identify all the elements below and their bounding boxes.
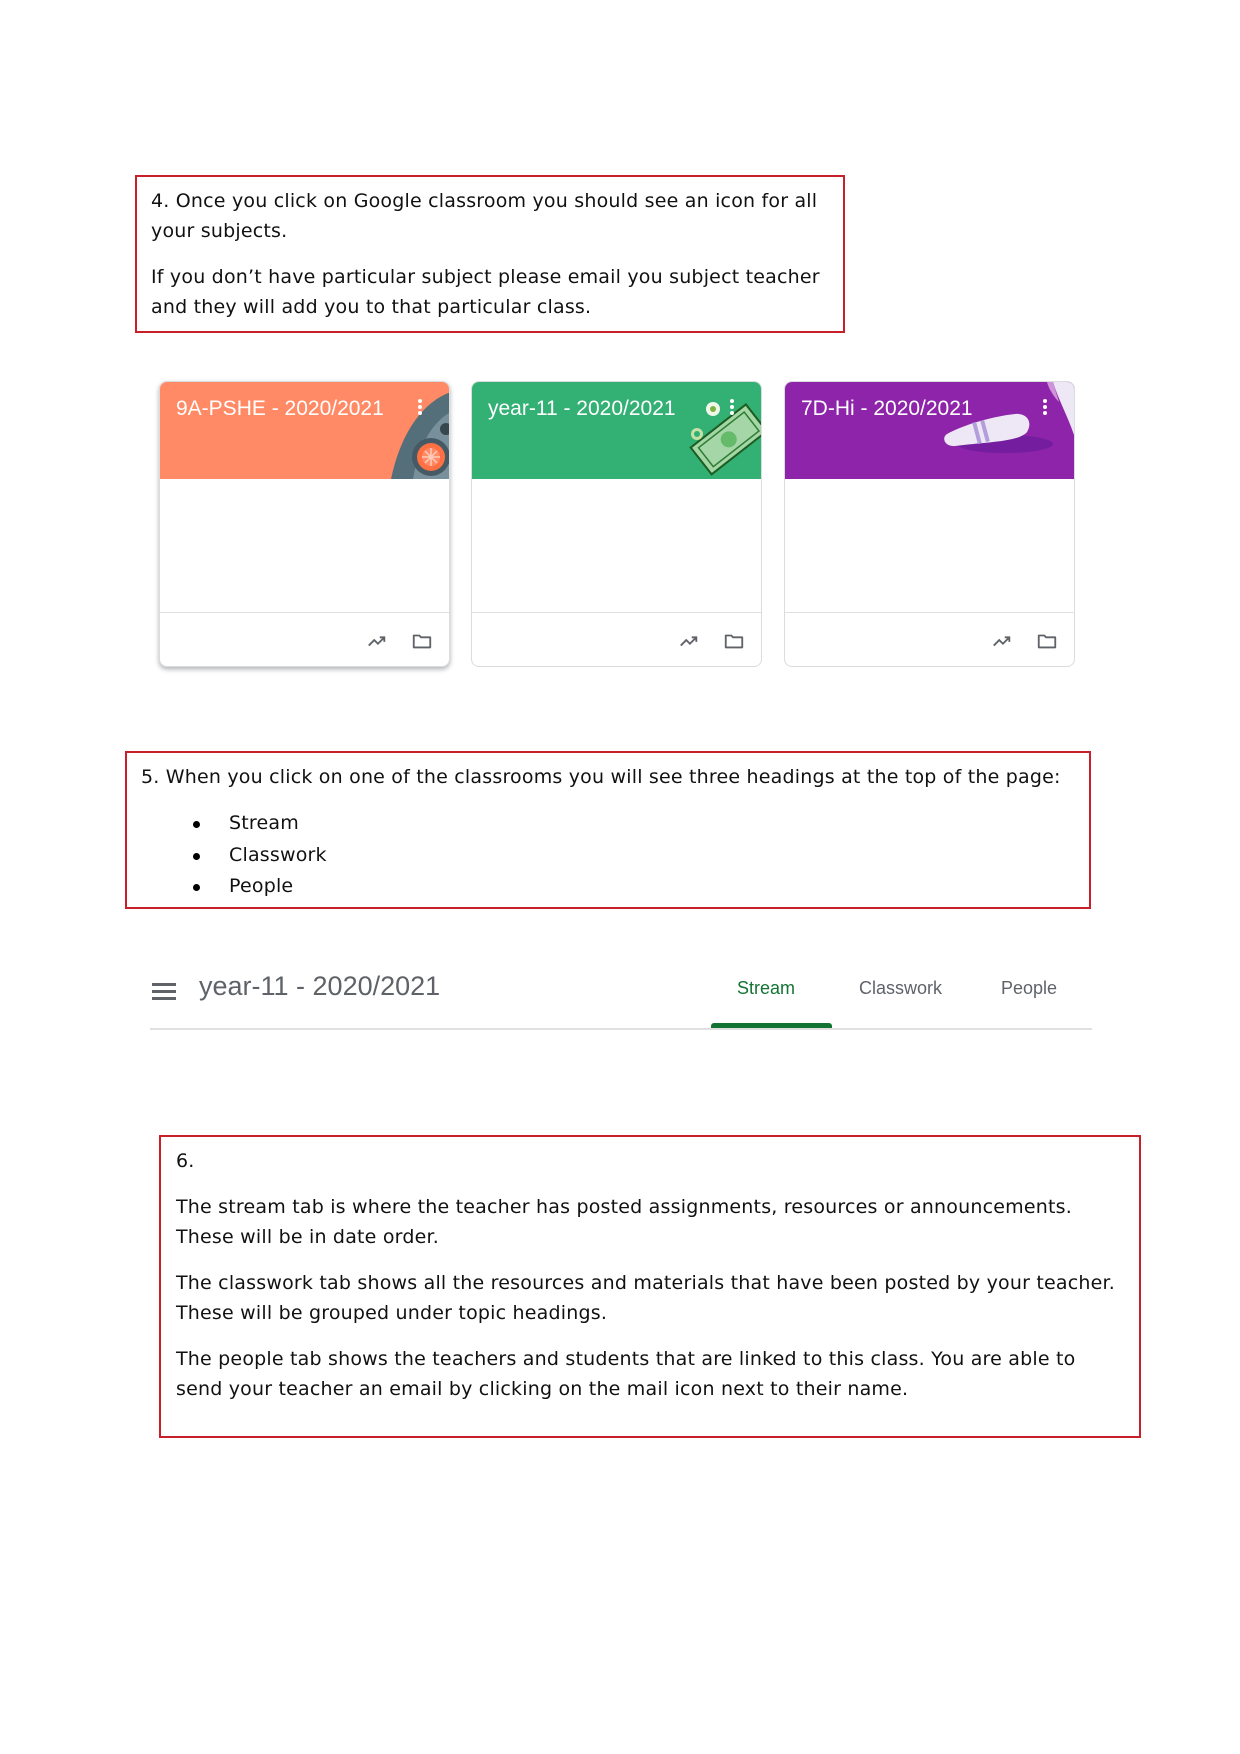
bullet-icon <box>193 884 200 891</box>
step-6-classwork-text: The classwork tab shows all the resources and materials that have been posted by your teacher. These will be grouped under topic headings. <box>176 1272 1116 1324</box>
list-item <box>141 808 1075 840</box>
class-card-title[interactable]: 7D-Hi - 2020/2021 <box>801 397 973 420</box>
more-options-icon[interactable] <box>417 399 423 419</box>
more-options-icon[interactable] <box>1042 399 1048 419</box>
bullet-icon <box>193 853 200 860</box>
class-header-bar <box>150 960 1092 1030</box>
trending-up-icon[interactable] <box>366 630 388 652</box>
class-card-title[interactable]: 9A-PSHE - 2020/2021 <box>176 397 384 420</box>
card-divider <box>160 612 449 613</box>
headings-list <box>141 808 1075 903</box>
more-options-icon[interactable] <box>729 399 735 419</box>
step-4-text: 4. Once you click on Google classroom you should see an icon for all your subjects. <box>151 190 818 242</box>
step-6-stream-text: The stream tab is where the teacher has posted assignments, resources or announcements. These will be in date order. <box>176 1196 1072 1248</box>
folder-icon[interactable] <box>411 630 433 652</box>
class-card-banner <box>785 382 1074 479</box>
class-card-title[interactable]: year-11 - 2020/2021 <box>488 397 676 420</box>
trending-up-icon[interactable] <box>991 630 1013 652</box>
class-card-year-11[interactable] <box>471 381 762 667</box>
tab-classwork[interactable]: Classwork <box>859 978 943 998</box>
hamburger-menu-icon[interactable] <box>152 983 176 1001</box>
step-6-people-text: The people tab shows the teachers and students that are linked to this class. You are able to send your teacher an email by clicking on the mail icon next to their name. <box>176 1348 1076 1400</box>
list-item-label: People <box>229 875 294 897</box>
step-6-number: 6. <box>176 1150 195 1172</box>
folder-icon[interactable] <box>1036 630 1058 652</box>
list-item-label: Classwork <box>229 843 327 866</box>
instruction-box-step-4 <box>135 175 845 333</box>
list-item <box>141 871 1075 903</box>
class-card-7d-hi[interactable] <box>784 381 1075 667</box>
folder-icon[interactable] <box>723 630 745 652</box>
tab-stream[interactable]: Stream <box>737 978 796 998</box>
step-5-text: 5. When you click on one of the classrooms you will see three headings at the top of the page: <box>141 766 1061 788</box>
class-card-banner <box>160 382 449 479</box>
card-divider <box>785 612 1074 613</box>
trending-up-icon[interactable] <box>678 630 700 652</box>
tab-people[interactable]: People <box>1001 978 1058 998</box>
instruction-box-step-5 <box>125 751 1091 909</box>
class-card-9a-pshe[interactable] <box>159 381 450 667</box>
list-item <box>141 840 1075 872</box>
banner-illustration <box>677 382 761 479</box>
instruction-box-step-6 <box>159 1135 1141 1438</box>
list-item-label: Stream <box>229 812 299 834</box>
bullet-icon <box>193 821 200 828</box>
step-4-note: If you don’t have particular subject please email you subject teacher and they will add you to that particular class. <box>151 266 820 318</box>
card-divider <box>472 612 761 613</box>
header-divider <box>150 1028 1092 1030</box>
class-card-banner <box>472 382 761 479</box>
class-title[interactable]: year-11 - 2020/2021 <box>199 971 441 1001</box>
